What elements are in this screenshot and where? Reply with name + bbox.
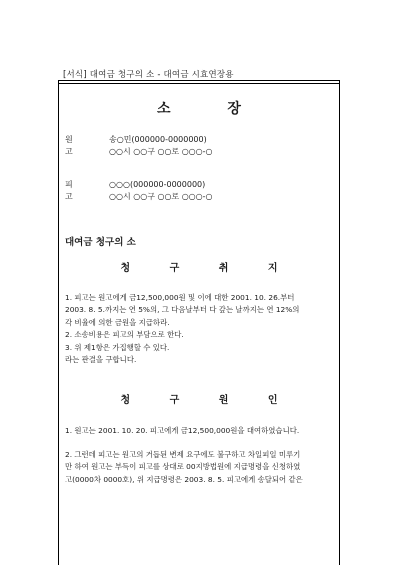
cause-line: 만 하여 원고는 부득이 피고를 상대로 00지방법원에 지급명령을 신청하였 xyxy=(65,462,301,472)
plaintiff-block xyxy=(65,134,335,160)
cause-line: 고(0000차 0000호), 위 지급명령은 2003. 8. 5. 피고에게 송달되어 같은 xyxy=(65,474,303,484)
claim-line: 2. 소송비용은 피고의 부담으로 한다. xyxy=(65,330,184,340)
cause-heading: 청 구 원 인 xyxy=(120,395,296,406)
form-caption: [서식] 대여금 청구의 소 - 대여금 시효연장용 xyxy=(63,70,234,80)
cause-line: 1. 원고는 2001. 10. 20. 피고에게 금12,500,000원을 대여하였습니다. xyxy=(65,426,300,435)
claim-heading: 청 구 취 지 xyxy=(120,263,296,274)
claim-line: 3. 위 제1항은 가집행할 수 있다. xyxy=(65,342,170,352)
plaintiff-name: 송○민(000000-0000000) xyxy=(109,135,207,144)
cause-line: 2. 그런데 피고는 원고의 거듭된 변제 요구에도 불구하고 차일피일 미루기 xyxy=(65,450,301,459)
cause-paragraph-1 xyxy=(65,425,335,437)
claim-line: 2003. 8. 5.까지는 연 5%의, 그 다음날부터 다 갚는 날까지는 연 12%의 xyxy=(65,305,300,315)
cause-paragraph-2 xyxy=(65,449,335,486)
defendant-block xyxy=(65,179,335,205)
case-name: 대여금 청구의 소 xyxy=(65,237,136,248)
plaintiff-address: ○○시 ○○구 ○○로 ○○○-○ xyxy=(109,147,213,156)
claim-text xyxy=(65,292,335,366)
claim-line: 각 비율에 의한 금원을 지급하라. xyxy=(65,317,170,327)
claim-line: 라는 판결을 구합니다. xyxy=(65,355,137,365)
plaintiff-label: 원 고 xyxy=(65,135,81,156)
document-title: 소 장 xyxy=(157,101,267,117)
complaint-document xyxy=(58,80,340,565)
defendant-address: ○○시 ○○구 ○○로 ○○○-○ xyxy=(109,192,213,201)
defendant-label: 피 고 xyxy=(65,180,81,201)
defendant-name: ○○○(000000-0000000) xyxy=(109,180,206,189)
claim-line: 1. 피고는 원고에게 금12,500,000원 및 이에 대한 2001. 10. 26.부터 xyxy=(65,293,295,302)
document-body xyxy=(59,83,339,565)
